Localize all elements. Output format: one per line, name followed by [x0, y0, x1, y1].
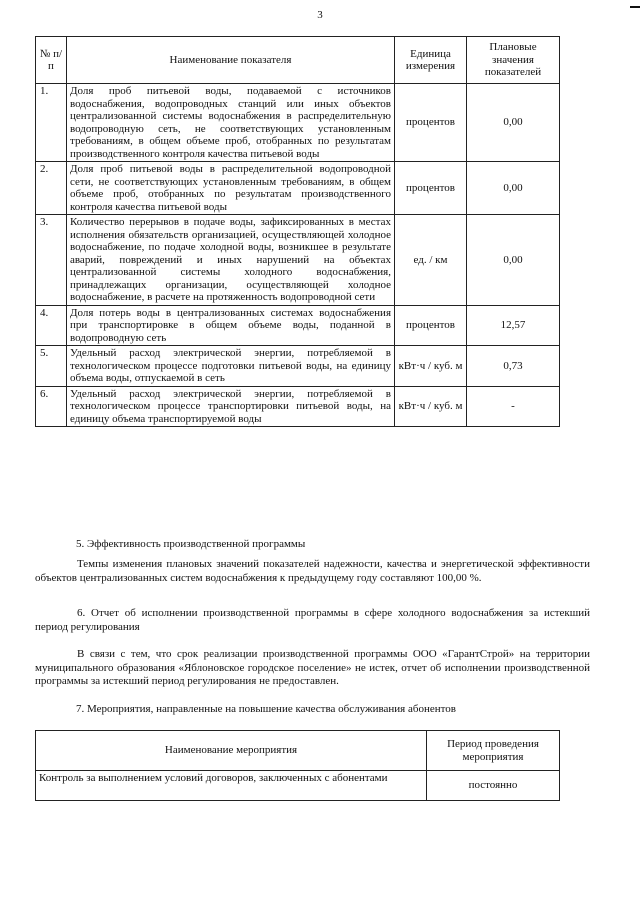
section5-text: Темпы изменения плановых значений показателей надежности, качества и энергетической эффективности объектов централизованных систем водоснабжения к предыдущему году составляют 100,00 %.	[35, 558, 590, 584]
row-num: 5.	[36, 346, 67, 387]
row-unit: кВт·ч / куб. м	[395, 386, 467, 427]
corner-mark	[630, 6, 640, 8]
table-row	[36, 346, 560, 387]
row-value: 0,00	[467, 84, 560, 162]
activity-period: постоянно	[427, 771, 560, 801]
section6-text: В связи с тем, что срок реализации производственной программы ООО «ГарантСтрой» на территории муниципального образования «Яблоновское городское поселение» не истек, отчет об исполнении производственной программы за истекший период регулирования не предоставлен.	[35, 648, 590, 687]
indicators-header-row	[36, 37, 560, 84]
row-unit: ед. / км	[395, 215, 467, 306]
header-activity-name: Наименование мероприятия	[36, 731, 427, 771]
section7-heading: 7. Мероприятия, направленные на повышение качества обслуживания абонентов	[76, 703, 456, 715]
row-unit: процентов	[395, 305, 467, 346]
row-value: 0,73	[467, 346, 560, 387]
table-row	[36, 84, 560, 162]
row-name: Доля потерь воды в централизованных системах водоснабжения при транспортировке в общем объеме воды, поданной в водопроводную сеть	[67, 305, 395, 346]
table-row	[36, 386, 560, 427]
row-name: Удельный расход электрической энергии, потребляемой в технологическом процессе подготовки питьевой воды, на единицу объема воды, отпускаемой в сеть	[67, 346, 395, 387]
activity-name: Контроль за выполнением условий договоров, заключенных с абонентами	[36, 771, 427, 801]
page-number: 3	[317, 9, 323, 21]
section5-heading: 5. Эффективность производственной программы	[76, 538, 306, 550]
row-unit: процентов	[395, 162, 467, 215]
row-num: 3.	[36, 215, 67, 306]
table-row	[36, 162, 560, 215]
row-name: Доля проб питьевой воды, подаваемой с источников водоснабжения, водопроводных станций или иных объектов централизованной системы водоснабжения в распределительную водопроводную сеть, не соответствующих установленным требованиям, в общем объеме проб, отобранных по результатам производственного контроля качества питьевой воды	[67, 84, 395, 162]
row-num: 1.	[36, 84, 67, 162]
header-activity-period: Период проведения мероприятия	[427, 731, 560, 771]
row-unit: процентов	[395, 84, 467, 162]
activities-header-row	[36, 731, 560, 771]
header-name: Наименование показателя	[67, 37, 395, 84]
section6-heading: 6. Отчет об исполнении производственной программы в сфере холодного водоснабжения за истекший период регулирования	[35, 607, 590, 633]
table-row	[36, 305, 560, 346]
row-num: 2.	[36, 162, 67, 215]
header-num: № п/п	[36, 37, 67, 84]
row-name: Количество перерывов в подаче воды, зафиксированных в местах исполнения обязательств организацией, осуществляющей холодное водоснабжение, по подаче холодной воды, возникшее в результате аварий, повреждений и иных нарушений на объектах централизованной системы холодного водоснабжения, принадлежащих организации, осуществляющей холодное водоснабжение, в расчете на протяженность водопроводной сети	[67, 215, 395, 306]
header-value: Плановые значения показателей	[467, 37, 560, 84]
row-num: 6.	[36, 386, 67, 427]
table-row	[36, 215, 560, 306]
row-value: 0,00	[467, 162, 560, 215]
header-unit: Единица измерения	[395, 37, 467, 84]
row-value: 0,00	[467, 215, 560, 306]
row-name: Доля проб питьевой воды в распределительной водопроводной сети, не соответствующих установленным требованиям, в общем объеме проб, отобранных по результатам производственного контроля качества питьевой воды	[67, 162, 395, 215]
activities-table	[35, 730, 560, 801]
table-row	[36, 771, 560, 801]
row-unit: кВт·ч / куб. м	[395, 346, 467, 387]
row-value: -	[467, 386, 560, 427]
row-num: 4.	[36, 305, 67, 346]
indicators-table	[35, 36, 560, 427]
row-value: 12,57	[467, 305, 560, 346]
row-name: Удельный расход электрической энергии, потребляемой в технологическом процессе транспортировки питьевой воды, на единицу объема транспортируемой воды	[67, 386, 395, 427]
